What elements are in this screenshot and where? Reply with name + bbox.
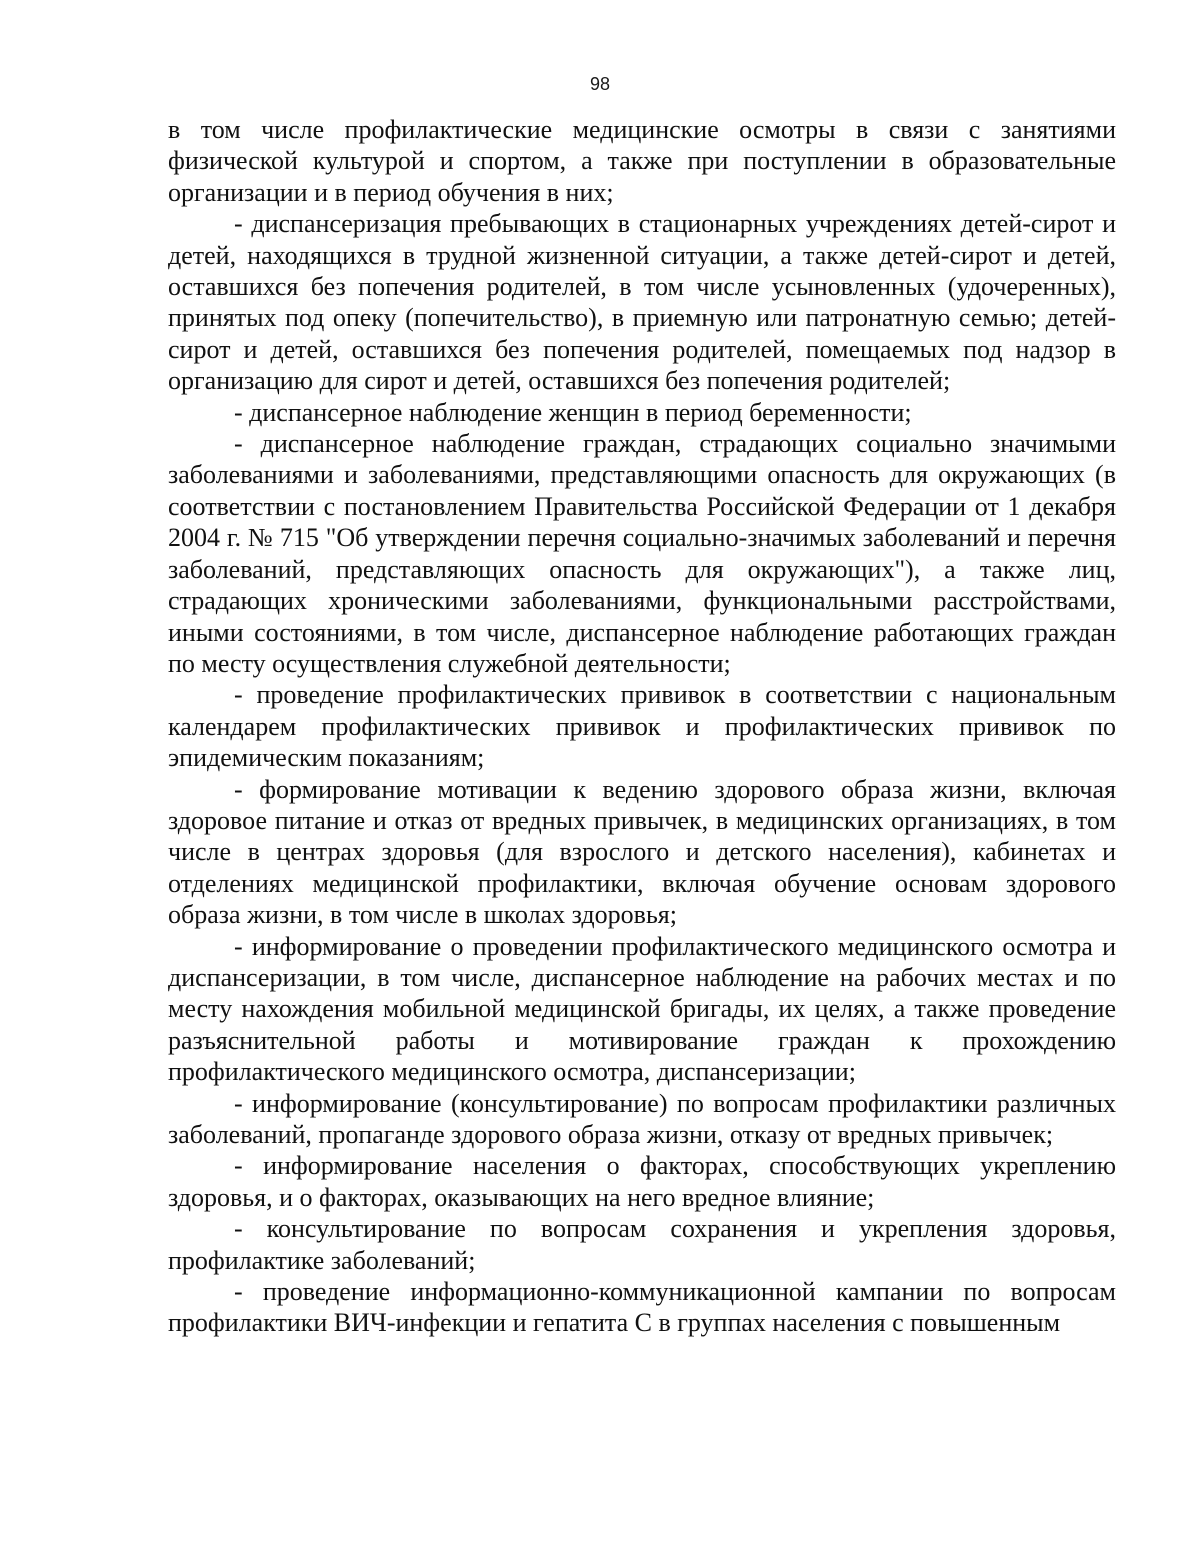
list-item-paragraph: - диспансерное наблюдение женщин в период беременности; xyxy=(234,397,912,427)
list-item-paragraph: - информирование населения о факторах, способствующих укреплению здоровья, и о факторах, оказывающих на него вредное влияние; xyxy=(168,1151,1116,1212)
list-item-paragraph: - диспансеризация пребывающих в стационарных учреждениях детей-сирот и детей, находящихся в трудной жизненной ситуации, а также детей-сирот и детей, оставшихся без попечения родителей, в том числе усыновленных (удочеренных), принятых под опеку (попечительство), в приемную или патронатную семью; детей- сирот и детей, оставшихся без попечения родителей, помещаемых под надзор в организацию для сирот и детей, оставшихся без попечения родителей; xyxy=(168,209,1116,396)
list-item-paragraph: - проведение информационно-коммуникационной кампании по вопросам профилактики ВИЧ-инфекции и гепатита С в группах населения с повышенным xyxy=(168,1277,1116,1338)
list-item-paragraph: - проведение профилактических прививок в соответствии с национальным календарем профилактических прививок и профилактических прививок по эпидемическим показаниям; xyxy=(168,680,1116,773)
page-number: 98 xyxy=(589,74,611,94)
list-item-paragraph: - информирование (консультирование) по вопросам профилактики различных заболеваний, пропаганде здорового образа жизни, отказу от вредных привычек; xyxy=(168,1088,1116,1149)
list-item-paragraph: - информирование о проведении профилактического медицинского осмотра и диспансеризации, в том числе, диспансерное наблюдение на рабочих местах и по месту нахождения мобильной медицинской бригады, их целях, а также проведение разъяснительной работы и мотивирование граждан к прохождению профилактического медицинского осмотра, диспансеризации; xyxy=(168,931,1116,1087)
list-item-paragraph: - формирование мотивации к ведению здорового образа жизни, включая здоровое питание и отказ от вредных привычек, в медицинских организациях, в том числе в центрах здоровья (для взрослого и детского населения), кабинетах и отделениях медицинской профилактики, включая обучение основам здорового образа жизни, в том числе в школах здоровья; xyxy=(168,774,1116,930)
paragraph-continuation: в том числе профилактические медицинские осмотры в связи с занятиями физической культурой и спортом, а также при поступлении в образовательные организации и в период обучения в них; xyxy=(168,115,1116,207)
list-item-paragraph: - диспансерное наблюдение граждан, страдающих социально значимыми заболеваниями и заболеваниями, представляющими опасность для окружающих (в соответствии с постановлением Правительства Российской Федерации от 1 декабря 2004 г. № 715 "Об утверждении перечня социально-значимых заболеваний и перечня заболеваний, представляющих опасность для окружающих"), а также лиц, страдающих хроническими заболеваниями, функциональными расстройствами, иными состояниями, в том числе, диспансерное наблюдение работающих граждан по месту осуществления служебной деятельности; xyxy=(168,429,1116,678)
document-body xyxy=(168,114,1116,1339)
list-item-paragraph: - консультирование по вопросам сохранения и укрепления здоровья, профилактике заболеваний; xyxy=(168,1214,1116,1275)
